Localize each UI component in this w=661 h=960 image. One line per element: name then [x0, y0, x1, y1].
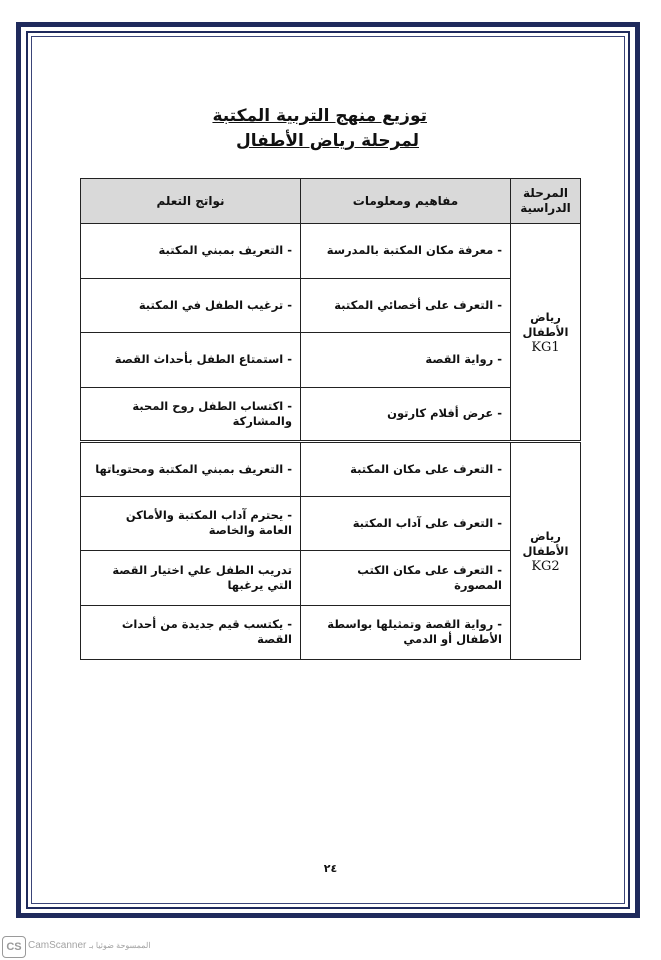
stage-cell-kg2	[511, 442, 581, 660]
camscanner-logo-icon: CS	[2, 936, 26, 958]
outcome-cell: - اكتساب الطفل روح المحبة والمشاركة	[81, 387, 301, 442]
table-row	[81, 333, 581, 388]
outcome-cell: - التعريف بمبني المكتبة	[81, 224, 301, 279]
outcome-cell: - التعريف بمبني المكتبة ومحتوياتها	[81, 442, 301, 497]
stage-code: KG1	[531, 339, 560, 355]
table-row	[81, 278, 581, 333]
stage-label: رياض الأطفال	[522, 528, 569, 558]
outcome-cell: تدريب الطفل علي اختيار القصة التي يرغبها	[81, 551, 301, 606]
table-row	[81, 442, 581, 497]
outcome-cell: - يكتسب قيم جديدة من أحداث القصة	[81, 605, 301, 660]
stage-label: رياض الأطفال	[522, 309, 569, 339]
outcome-cell: - ترغيب الطفل في المكتبة	[81, 278, 301, 333]
table-row	[81, 224, 581, 279]
table-row	[81, 551, 581, 606]
header-outcomes: نواتج التعلم	[81, 179, 301, 224]
table-row	[81, 605, 581, 660]
camscanner-arabic-text: الممسوحة ضوئيا بـ	[89, 941, 151, 950]
concept-cell: - التعرف على أخصائي المكتبة	[301, 278, 511, 333]
concept-cell: - معرفة مكان المكتبة بالمدرسة	[301, 224, 511, 279]
concept-cell: - التعرف على مكان المكتبة	[301, 442, 511, 497]
title-line-2: لمرحلة رياض الأطفال	[236, 131, 419, 151]
stage-code: KG2	[531, 558, 560, 574]
concept-cell: - عرض أفلام كارتون	[301, 387, 511, 442]
outcome-cell: - يحترم آداب المكتبة والأماكن العامة والخاصة	[81, 496, 301, 551]
table-row	[81, 496, 581, 551]
header-concepts: مفاهيم ومعلومات	[301, 179, 511, 224]
stage-cell-kg1	[511, 224, 581, 442]
table-row	[81, 387, 581, 442]
page-number: ٢٤	[323, 862, 338, 875]
document-title	[87, 104, 427, 154]
header-stage: المرحلة الدراسية	[511, 179, 581, 224]
camscanner-app-name: CamScanner	[28, 940, 87, 951]
outcome-cell: - استمتاع الطفل بأحداث القصة	[81, 333, 301, 388]
concept-cell: - التعرف على آداب المكتبة	[301, 496, 511, 551]
curriculum-table	[80, 178, 581, 660]
title-line-1: توزيع منهج التربية المكتبة	[212, 106, 427, 126]
table-header-row	[81, 179, 581, 224]
concept-cell: - رواية القصة	[301, 333, 511, 388]
concept-cell: - رواية القصة وتمثيلها بواسطة الأطفال أو الدمي	[301, 605, 511, 660]
concept-cell: - التعرف على مكان الكتب المصورة	[301, 551, 511, 606]
camscanner-watermark	[28, 940, 151, 951]
